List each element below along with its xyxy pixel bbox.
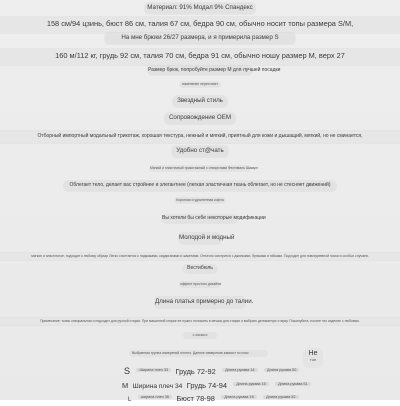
feature-vestibule: Вестибюль (183, 265, 217, 273)
feature-tiny-1: изменение перестанет (180, 82, 220, 87)
feature-tiny-2: Мягкий и эластичный трикотажный с отворотами Фестиваль Шикарн (150, 166, 259, 170)
shoulder-value: Ширина плеч 34 (132, 383, 183, 390)
size-row-s (124, 361, 299, 376)
length-value: Длина рукава 16 (221, 395, 256, 399)
chat-bubble-line-1: Не (308, 350, 318, 357)
fabric-description: Отборный импортный модальный трикотаж, хорошая текстура, нежный и мягкий, приятный для кожи и дышащий, мягкий, но не сминается, (0, 131, 400, 143)
feature-comfort: Удобно ст@чать (172, 146, 228, 157)
feature-tiny-3: Короткая и удлиненная кофта (176, 198, 224, 202)
model1-params: 158 см/94 цзинь, бюст 86 см, талия 67 см, бедра 90 см, обычно носит топы размера S/M, (0, 17, 400, 33)
chest-value: Бюст 78-98 (176, 394, 215, 403)
chest-value: Грудь 74-94 (186, 381, 227, 390)
size-row-l (128, 388, 299, 403)
size-table-header: Выбранная группа измерений плотно. Данное измерение зависит по пояс (130, 351, 267, 356)
sleeve-value: Длина рукава 51 (275, 382, 310, 386)
sleeve-value: Длина рукава 52 (263, 395, 298, 399)
shoulder-value: Ширина плеч 33 (136, 368, 171, 372)
size-row-m (122, 375, 311, 390)
fit-description: Облегает тело, делает вас стройнее и элегантнее (легкая эластичная ткань облегает, но не стесняет движений) (64, 181, 336, 191)
feature-star-style: Звездный стиль (173, 96, 227, 107)
material-label: Материал: 91% Модал 9% Спандекс (145, 3, 255, 14)
chest-value: Грудь 72-92 (175, 367, 216, 376)
size-label: S (124, 366, 131, 376)
shoulder-value: ширина плеч 36 (138, 395, 172, 399)
feature-oem: Сопровождение OEM (165, 113, 235, 124)
long-text-2: Примечание: ткань специальная и подходит для ручной стирки. При машинной стирке ее нужно положить в мешок для стирки и выбрать деликатную стирку. Пожалуйста, носите это изделие с любовью. (0, 318, 400, 325)
feature-tiny-4: эффект простого дизайна (180, 282, 221, 286)
size-label: L (128, 397, 132, 403)
chat-bubble (303, 348, 323, 368)
long-text-1: мягкое и эластичное, подходит к любому образу. Легко сочетается с пиджаками, кардиганами и жакетами. Отлично смотрится с джинсами, брюками и юбками. Подходит для повседневной носки и особых случаев. (0, 253, 400, 260)
model2-note: Размер брюк, попробуйте размер М для лучшей посадки (148, 66, 281, 73)
chat-bubble-line-2: топ (309, 357, 317, 362)
size-label: M (122, 381, 129, 390)
model2-params: 160 м/112 кг, грудь 92 см, талия 70 см, бедра 91 см, обычно ношу размер М, верх 27 (0, 49, 400, 65)
model1-note: На мне брюки 26/27 размера, и я примерила размер S (105, 33, 295, 44)
length-value: Длина рукава 14 (222, 368, 257, 372)
feature-tiny-5: с лаского (184, 333, 216, 338)
feature-modification: Вы хотели бы себе некоторые модификации (162, 215, 266, 221)
feature-young: Молодой и модный (179, 233, 221, 244)
length-value: Длина рукава 15 (233, 382, 268, 386)
sleeve-value: Длина рукава 50 (264, 368, 299, 372)
feature-dress-length: Длина платья примерно до талии. (155, 297, 245, 308)
